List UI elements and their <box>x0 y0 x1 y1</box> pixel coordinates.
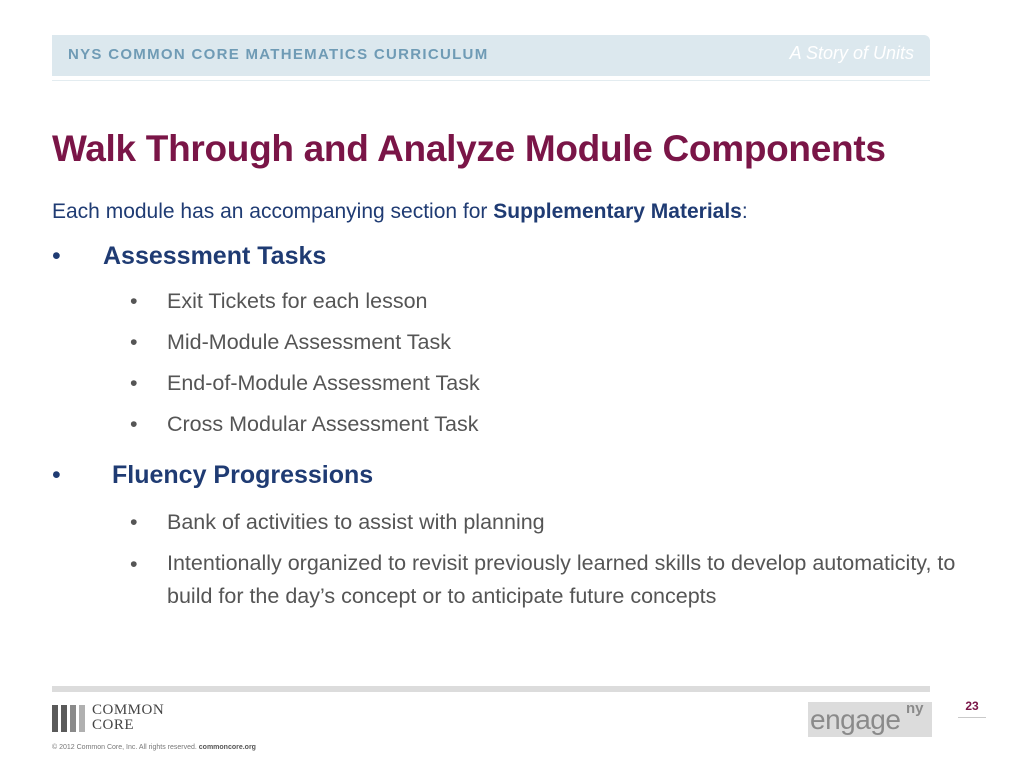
header-bar <box>52 35 930 76</box>
list-item-text: End-of-Module Assessment Task <box>167 371 480 395</box>
intro-suffix: : <box>741 200 748 223</box>
bullet-icon: • <box>130 371 138 395</box>
logo-line-1: COMMON <box>92 702 165 718</box>
bullet-icon: • <box>130 330 138 354</box>
bullet-icon: • <box>130 412 138 436</box>
engage-wordmark: engage <box>810 704 901 735</box>
section-heading-text: Fluency Progressions <box>112 461 374 489</box>
intro-prefix: Each module has an accompanying section for <box>52 200 494 223</box>
page-number: 23 <box>965 699 979 713</box>
bullet-icon: • <box>52 461 61 489</box>
common-core-wordmark <box>92 703 164 733</box>
list-item-text: Cross Modular Assessment Task <box>167 412 479 436</box>
list-item-text: Exit Tickets for each lesson <box>167 289 428 313</box>
slide-title: Walk Through and Analyze Module Components <box>52 128 886 169</box>
bullet-icon: • <box>130 289 138 313</box>
intro-text <box>52 200 748 224</box>
bullet-icon: • <box>130 552 138 576</box>
section-heading-text: Assessment Tasks <box>103 242 327 270</box>
engage-ny-logo <box>808 702 932 737</box>
copyright-link[interactable]: commoncore.org <box>198 744 256 751</box>
copyright-text: © 2012 Common Core, Inc. All rights reserved. <box>52 744 199 751</box>
intro-emphasis: Supplementary Materials <box>493 200 742 223</box>
curriculum-label: NYS COMMON CORE MATHEMATICS CURRICULUM <box>68 46 489 63</box>
list-item-text: Bank of activities to assist with planning <box>167 510 545 534</box>
list-item-text: Mid-Module Assessment Task <box>167 330 451 354</box>
footer-divider <box>52 686 930 692</box>
bullet-icon: • <box>130 510 138 534</box>
engage-superscript: ny <box>906 700 924 717</box>
page-number-underline <box>958 717 986 718</box>
series-label: A Story of Units <box>789 43 914 63</box>
logo-line-2: CORE <box>92 717 135 733</box>
header-divider <box>52 80 930 81</box>
list-item-text: Intentionally organized to revisit previously learned skills to develop automaticity, to build for the day’s concept or to anticipate future concepts <box>167 551 956 608</box>
copyright-notice <box>52 744 256 751</box>
bullet-icon: • <box>52 242 61 270</box>
